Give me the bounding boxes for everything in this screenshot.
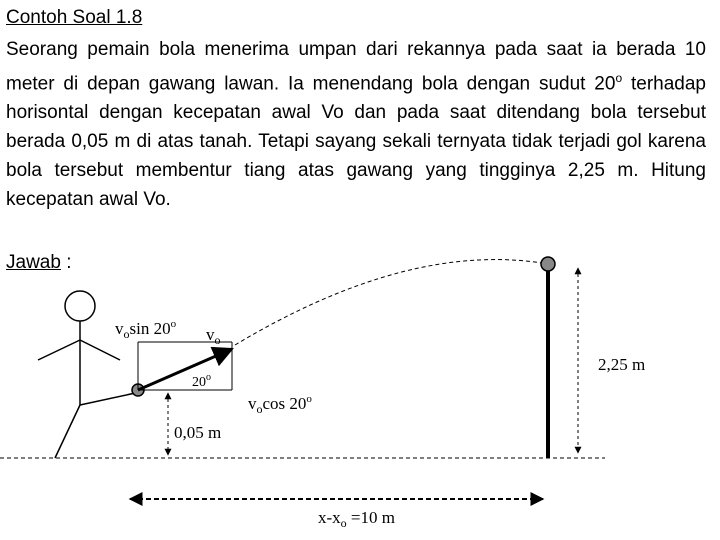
player-right-arm [80,340,120,360]
player-figure [38,291,140,458]
player-kicking-leg [80,392,140,405]
player-head [65,291,95,321]
problem-text-part-1: Seorang pemain bola menerima umpan dari rekannya pada saat ia berada 10 meter di depan gawang lawan. Ia menendang bola dengan sudut 20 [6,39,706,95]
degree-superscript: o [615,71,623,85]
ball-at-crossbar [541,257,555,271]
trajectory-path [235,260,548,345]
player-standing-leg [55,405,80,458]
answer-label: Jawab [6,252,61,273]
v0-label: $v_o$ [206,325,221,347]
ball-height-label: 0,05 m [174,423,222,442]
problem-text-part-2: terhadap horisontal dengan kecepatan awal Vo dan pada saat ditendang bola tersebut berada 0,05 m di atas tanah. Tetapi sayang sekali ternyata tidak terjadi gol karena bola tersebut membentur tiang atas gawang yang tingginya 2,25 m. Hitung kecepatan awal Vo. [6,73,706,211]
answer-colon: : [60,252,72,273]
example-title: Contoh Soal 1.8 [6,7,143,28]
v0-vector-arrow [138,349,232,390]
player-left-arm [38,340,80,360]
vy-label: $v_o\sin$ 20$^o$ [115,318,177,341]
angle-label: 20$^o$ [192,372,211,390]
goal-height-label: 2,25 m [598,355,646,374]
vx-label: $v_o\cos$ 20$^o$ [248,393,312,416]
distance-label: $x-x_o =10$ m [318,508,395,530]
